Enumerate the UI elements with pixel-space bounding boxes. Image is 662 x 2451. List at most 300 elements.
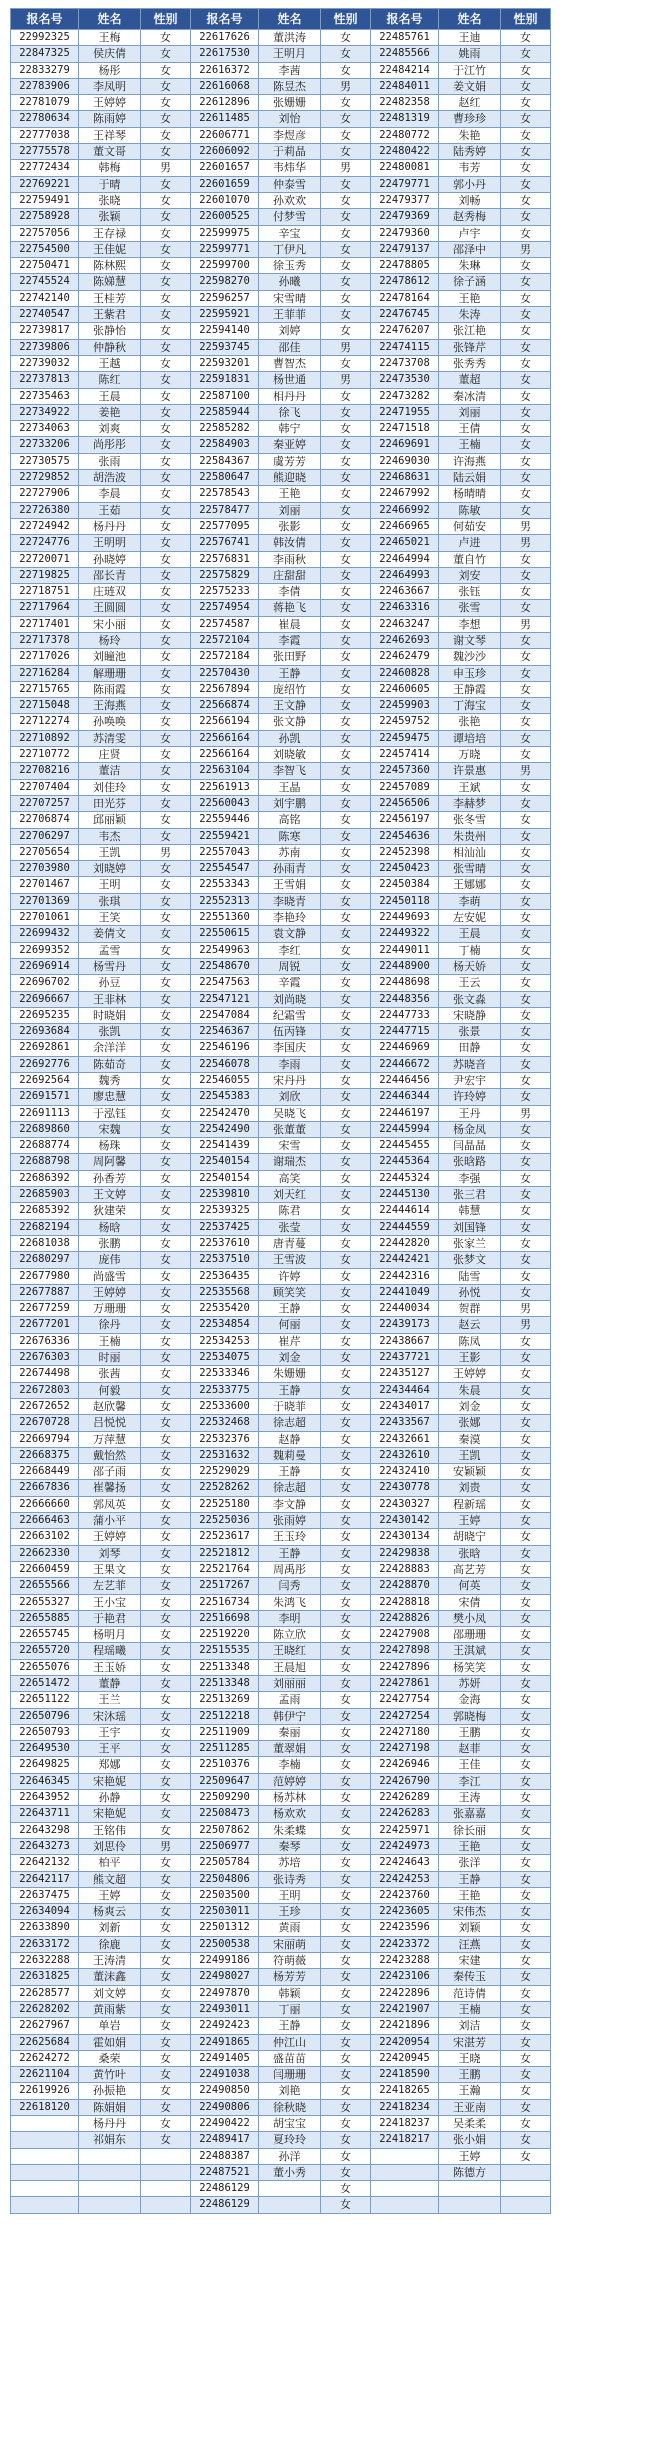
table-row xyxy=(11,372,551,388)
name-cell: 霍如娟 xyxy=(79,2034,141,2050)
gender-cell: 女 xyxy=(501,437,551,453)
name-cell: 王丹 xyxy=(439,1105,501,1121)
table-row xyxy=(11,1659,551,1675)
reg-no-cell: 22712274 xyxy=(11,714,79,730)
reg-no-cell: 22474115 xyxy=(371,339,439,355)
reg-no-cell: 22533775 xyxy=(191,1382,259,1398)
gender-cell: 女 xyxy=(501,942,551,958)
table-row xyxy=(11,681,551,697)
name-cell: 左艺菲 xyxy=(79,1578,141,1594)
name-cell: 黄雨 xyxy=(259,1920,321,1936)
reg-no-cell: 22655720 xyxy=(11,1643,79,1659)
name-cell: 刘晓敏 xyxy=(259,747,321,763)
reg-no-cell: 22847325 xyxy=(11,46,79,62)
table-row xyxy=(11,828,551,844)
name-cell xyxy=(79,2164,141,2180)
reg-no-cell: 22445364 xyxy=(371,1154,439,1170)
name-cell: 程瑶曦 xyxy=(79,1643,141,1659)
name-cell: 庄琏双 xyxy=(79,584,141,600)
reg-no-cell: 22506977 xyxy=(191,1838,259,1854)
gender-cell: 女 xyxy=(141,600,191,616)
gender-cell: 女 xyxy=(501,1561,551,1577)
gender-cell: 女 xyxy=(501,274,551,290)
reg-no-cell: 22625684 xyxy=(11,2034,79,2050)
gender-cell: 女 xyxy=(141,486,191,502)
reg-no-cell: 22445455 xyxy=(371,1138,439,1154)
reg-no-cell: 22529029 xyxy=(191,1464,259,1480)
reg-no-cell xyxy=(11,2197,79,2213)
name-cell: 余洋洋 xyxy=(79,1040,141,1056)
gender-cell: 女 xyxy=(141,2067,191,2083)
name-cell: 徐玉秀 xyxy=(259,258,321,274)
reg-no-cell: 22668375 xyxy=(11,1447,79,1463)
gender-cell: 女 xyxy=(501,1822,551,1838)
gender-cell: 女 xyxy=(321,730,371,746)
reg-no-cell: 22677980 xyxy=(11,1268,79,1284)
gender-cell: 男 xyxy=(501,763,551,779)
gender-cell: 女 xyxy=(501,2034,551,2050)
reg-no-cell: 22513348 xyxy=(191,1675,259,1691)
table-row xyxy=(11,1170,551,1186)
name-cell: 张艳 xyxy=(439,714,501,730)
name-cell: 刘宇鹏 xyxy=(259,795,321,811)
name-cell: 刘洁 xyxy=(439,2018,501,2034)
reg-no-cell: 22706874 xyxy=(11,812,79,828)
name-cell: 刘天红 xyxy=(259,1187,321,1203)
gender-cell: 女 xyxy=(141,1545,191,1561)
reg-no-cell xyxy=(11,2181,79,2197)
gender-cell: 女 xyxy=(501,1675,551,1691)
name-cell: 于晴 xyxy=(79,176,141,192)
name-cell: 李想 xyxy=(439,616,501,632)
name-cell: 宋伟杰 xyxy=(439,1904,501,1920)
reg-no-cell: 22425971 xyxy=(371,1822,439,1838)
name-cell: 孙振艳 xyxy=(79,2083,141,2099)
reg-no-cell: 22457414 xyxy=(371,747,439,763)
name-cell: 陈雨霞 xyxy=(79,681,141,697)
reg-no-cell: 22777038 xyxy=(11,127,79,143)
gender-cell: 女 xyxy=(501,1692,551,1708)
name-cell: 田光芬 xyxy=(79,795,141,811)
reg-no-cell: 22427896 xyxy=(371,1659,439,1675)
name-cell: 孙豆 xyxy=(79,975,141,991)
reg-no-cell: 22469691 xyxy=(371,437,439,453)
reg-no-cell: 22546055 xyxy=(191,1073,259,1089)
reg-no-cell: 22599700 xyxy=(191,258,259,274)
gender-cell: 女 xyxy=(501,372,551,388)
gender-cell: 女 xyxy=(141,828,191,844)
gender-cell: 女 xyxy=(321,421,371,437)
name-cell: 杨丹丹 xyxy=(79,518,141,534)
name-cell: 戴怡然 xyxy=(79,1447,141,1463)
gender-cell: 女 xyxy=(501,225,551,241)
gender-cell: 女 xyxy=(141,1464,191,1480)
reg-no-cell: 22570430 xyxy=(191,665,259,681)
gender-cell: 女 xyxy=(501,1040,551,1056)
reg-no-cell: 22428870 xyxy=(371,1578,439,1594)
gender-cell: 女 xyxy=(321,2083,371,2099)
gender-cell: 女 xyxy=(141,1790,191,1806)
gender-cell: 女 xyxy=(321,2164,371,2180)
reg-no-cell: 22739817 xyxy=(11,323,79,339)
name-cell: 张晗 xyxy=(439,1545,501,1561)
gender-cell: 女 xyxy=(501,1007,551,1023)
gender-cell: 女 xyxy=(501,1252,551,1268)
gender-cell: 男 xyxy=(141,160,191,176)
name-cell: 李雨 xyxy=(259,1056,321,1072)
gender-cell: 女 xyxy=(501,2083,551,2099)
reg-no-cell: 22554547 xyxy=(191,861,259,877)
name-cell: 杨金凤 xyxy=(439,1121,501,1137)
reg-no-cell: 22480772 xyxy=(371,127,439,143)
gender-cell: 女 xyxy=(141,46,191,62)
gender-cell: 女 xyxy=(501,714,551,730)
gender-cell: 女 xyxy=(141,1887,191,1903)
reg-no-cell: 22423760 xyxy=(371,1887,439,1903)
gender-cell: 女 xyxy=(501,2116,551,2132)
name-cell: 杨苏林 xyxy=(259,1790,321,1806)
name-cell: 樊小凤 xyxy=(439,1610,501,1626)
name-cell: 贺群 xyxy=(439,1301,501,1317)
table-row xyxy=(11,1317,551,1333)
gender-cell: 女 xyxy=(321,926,371,942)
name-cell: 纪霜雪 xyxy=(259,1007,321,1023)
gender-cell: 女 xyxy=(501,584,551,600)
gender-cell: 女 xyxy=(501,46,551,62)
reg-no-cell: 22509290 xyxy=(191,1790,259,1806)
reg-no-cell: 22781079 xyxy=(11,95,79,111)
gender-cell: 女 xyxy=(501,1024,551,1040)
reg-no-cell: 22440034 xyxy=(371,1301,439,1317)
reg-no-cell: 22485566 xyxy=(371,46,439,62)
gender-cell: 女 xyxy=(141,1219,191,1235)
name-cell: 赵云 xyxy=(439,1317,501,1333)
name-cell: 刘晓婷 xyxy=(79,861,141,877)
name-cell: 于泓钰 xyxy=(79,1105,141,1121)
name-cell: 王楠 xyxy=(439,2001,501,2017)
name-cell: 李晨 xyxy=(79,486,141,502)
table-row xyxy=(11,1366,551,1382)
reg-no-cell: 22480422 xyxy=(371,144,439,160)
gender-cell: 女 xyxy=(321,1382,371,1398)
reg-no-cell: 22478164 xyxy=(371,290,439,306)
gender-cell: 女 xyxy=(141,388,191,404)
name-cell: 张景 xyxy=(439,1024,501,1040)
reg-no-cell: 22473530 xyxy=(371,372,439,388)
reg-no-cell: 22669794 xyxy=(11,1431,79,1447)
table-row xyxy=(11,665,551,681)
gender-cell: 女 xyxy=(321,1415,371,1431)
name-cell: 虞芳芳 xyxy=(259,453,321,469)
gender-cell: 女 xyxy=(501,1235,551,1251)
name-cell: 陈娣慧 xyxy=(79,274,141,290)
gender-cell: 女 xyxy=(501,1284,551,1300)
gender-cell: 女 xyxy=(321,649,371,665)
name-cell: 万珊珊 xyxy=(79,1301,141,1317)
reg-no-cell: 22449322 xyxy=(371,926,439,942)
reg-no-cell: 22534075 xyxy=(191,1350,259,1366)
name-cell: 辛霞 xyxy=(259,975,321,991)
name-cell: 杨珠 xyxy=(79,1138,141,1154)
table-row xyxy=(11,1187,551,1203)
reg-no-cell: 22646345 xyxy=(11,1773,79,1789)
gender-cell: 女 xyxy=(501,1545,551,1561)
gender-cell: 女 xyxy=(141,1187,191,1203)
name-cell: 赵欣馨 xyxy=(79,1398,141,1414)
name-cell: 杨晴晴 xyxy=(439,486,501,502)
reg-no-cell: 22593201 xyxy=(191,355,259,371)
reg-no-cell xyxy=(371,2197,439,2213)
gender-cell: 女 xyxy=(321,1741,371,1757)
reg-no-cell: 22699352 xyxy=(11,942,79,958)
reg-no-cell: 22546367 xyxy=(191,1024,259,1040)
gender-cell: 女 xyxy=(501,2001,551,2017)
name-cell: 杨晗 xyxy=(79,1219,141,1235)
reg-no-cell: 22621104 xyxy=(11,2067,79,2083)
gender-cell: 女 xyxy=(501,1838,551,1854)
table-row xyxy=(11,95,551,111)
reg-no-cell: 22676336 xyxy=(11,1333,79,1349)
name-cell: 李红 xyxy=(259,942,321,958)
gender-cell: 女 xyxy=(501,388,551,404)
name-cell: 高铭 xyxy=(259,812,321,828)
reg-no-cell: 22505784 xyxy=(191,1855,259,1871)
name-cell: 王存禄 xyxy=(79,225,141,241)
name-cell: 顾笑笑 xyxy=(259,1284,321,1300)
gender-cell: 女 xyxy=(501,144,551,160)
name-cell: 王鹏 xyxy=(439,1724,501,1740)
reg-no-cell: 22672652 xyxy=(11,1398,79,1414)
gender-cell: 女 xyxy=(321,225,371,241)
gender-cell: 女 xyxy=(501,649,551,665)
reg-no-cell: 22552313 xyxy=(191,893,259,909)
reg-no-cell: 22682194 xyxy=(11,1219,79,1235)
reg-no-cell: 22696914 xyxy=(11,958,79,974)
name-cell: 李霞 xyxy=(259,632,321,648)
gender-cell: 女 xyxy=(321,2197,371,2213)
gender-cell: 女 xyxy=(501,1187,551,1203)
gender-cell: 女 xyxy=(321,192,371,208)
table-row xyxy=(11,2181,551,2197)
gender-cell: 女 xyxy=(141,1561,191,1577)
reg-no-cell: 22437721 xyxy=(371,1350,439,1366)
reg-no-cell: 22442820 xyxy=(371,1235,439,1251)
reg-no-cell xyxy=(371,2148,439,2164)
table-row xyxy=(11,1073,551,1089)
reg-no-cell: 22427898 xyxy=(371,1643,439,1659)
gender-cell: 女 xyxy=(501,1203,551,1219)
name-cell: 何英 xyxy=(439,1578,501,1594)
gender-cell: 女 xyxy=(321,1089,371,1105)
table-row xyxy=(11,1790,551,1806)
reg-no-cell: 22430778 xyxy=(371,1480,439,1496)
table-row xyxy=(11,192,551,208)
table-row xyxy=(11,1056,551,1072)
name-cell: 刘安 xyxy=(439,567,501,583)
reg-no-cell: 22567894 xyxy=(191,681,259,697)
name-cell: 尚盛雪 xyxy=(79,1268,141,1284)
gender-cell: 女 xyxy=(321,1692,371,1708)
gender-cell: 女 xyxy=(501,111,551,127)
table-row xyxy=(11,2034,551,2050)
table-row xyxy=(11,1969,551,1985)
name-cell: 高笑 xyxy=(259,1170,321,1186)
reg-no-cell: 22616068 xyxy=(191,78,259,94)
name-cell: 刘思伶 xyxy=(79,1838,141,1854)
reg-no-cell: 22537510 xyxy=(191,1252,259,1268)
gender-cell: 女 xyxy=(141,1431,191,1447)
gender-cell: 女 xyxy=(321,1235,371,1251)
reg-no-cell: 22512218 xyxy=(191,1708,259,1724)
table-row xyxy=(11,1252,551,1268)
reg-no-cell: 22677887 xyxy=(11,1284,79,1300)
reg-no-cell: 22708216 xyxy=(11,763,79,779)
reg-no-cell: 22633890 xyxy=(11,1920,79,1936)
reg-no-cell: 22434464 xyxy=(371,1382,439,1398)
gender-cell: 女 xyxy=(141,877,191,893)
name-cell: 仲静秋 xyxy=(79,339,141,355)
name-cell: 辛宝 xyxy=(259,225,321,241)
table-row xyxy=(11,1040,551,1056)
name-cell: 王婷婷 xyxy=(79,1284,141,1300)
reg-no-cell: 22663102 xyxy=(11,1529,79,1545)
gender-cell: 女 xyxy=(321,1056,371,1072)
name-cell: 宋倩 xyxy=(439,1594,501,1610)
reg-no-cell: 22528262 xyxy=(191,1480,259,1496)
gender-cell: 女 xyxy=(141,1121,191,1137)
name-cell: 王小宝 xyxy=(79,1594,141,1610)
name-cell: 王佳妮 xyxy=(79,241,141,257)
gender-cell: 女 xyxy=(501,1382,551,1398)
name-cell: 夏玲玲 xyxy=(259,2132,321,2148)
reg-no-cell: 22696667 xyxy=(11,991,79,1007)
reg-no-cell: 22601659 xyxy=(191,176,259,192)
name-cell: 李茜 xyxy=(259,62,321,78)
gender-cell: 女 xyxy=(141,942,191,958)
gender-cell: 女 xyxy=(141,926,191,942)
gender-cell: 女 xyxy=(141,1317,191,1333)
name-cell: 唐青蔓 xyxy=(259,1235,321,1251)
name-cell: 伍丙锋 xyxy=(259,1024,321,1040)
reg-no-cell: 22459475 xyxy=(371,730,439,746)
reg-no-cell: 22670728 xyxy=(11,1415,79,1431)
gender-cell: 女 xyxy=(321,1170,371,1186)
reg-no-cell: 22549963 xyxy=(191,942,259,958)
gender-cell: 女 xyxy=(321,567,371,583)
reg-no-cell: 22566164 xyxy=(191,747,259,763)
table-row xyxy=(11,910,551,926)
name-cell: 谭培培 xyxy=(439,730,501,746)
name-cell: 孙晓婷 xyxy=(79,551,141,567)
table-row xyxy=(11,144,551,160)
name-cell: 朱柔蝶 xyxy=(259,1822,321,1838)
gender-cell: 女 xyxy=(141,730,191,746)
reg-no-cell: 22655745 xyxy=(11,1627,79,1643)
table-row xyxy=(11,404,551,420)
reg-no-cell: 22759491 xyxy=(11,192,79,208)
reg-no-cell: 22667836 xyxy=(11,1480,79,1496)
reg-no-cell: 22632288 xyxy=(11,1953,79,1969)
gender-cell: 女 xyxy=(321,600,371,616)
name-cell: 解珊珊 xyxy=(79,665,141,681)
reg-no-cell: 22459752 xyxy=(371,714,439,730)
gender-cell: 女 xyxy=(141,779,191,795)
reg-no-cell: 22649825 xyxy=(11,1757,79,1773)
gender-cell: 女 xyxy=(141,225,191,241)
reg-no-cell: 22430327 xyxy=(371,1496,439,1512)
gender-cell: 女 xyxy=(141,372,191,388)
reg-no-cell: 22480081 xyxy=(371,160,439,176)
name-cell: 陈敏 xyxy=(439,502,501,518)
gender-cell: 女 xyxy=(141,861,191,877)
name-cell: 张家兰 xyxy=(439,1235,501,1251)
reg-no-cell: 22717378 xyxy=(11,632,79,648)
reg-no-cell: 22487521 xyxy=(191,2164,259,2180)
gender-cell: 女 xyxy=(501,975,551,991)
name-cell xyxy=(79,2148,141,2164)
name-cell: 刘新 xyxy=(79,1920,141,1936)
reg-no-cell: 22426289 xyxy=(371,1790,439,1806)
table-row xyxy=(11,1447,551,1463)
name-cell: 王婷婷 xyxy=(79,1529,141,1545)
reg-no-cell: 22691113 xyxy=(11,1105,79,1121)
reg-no-cell: 22692776 xyxy=(11,1056,79,1072)
gender-cell: 女 xyxy=(141,1496,191,1512)
reg-no-cell: 22428883 xyxy=(371,1561,439,1577)
reg-no-cell: 22627967 xyxy=(11,2018,79,2034)
table-row xyxy=(11,78,551,94)
name-cell: 王果文 xyxy=(79,1561,141,1577)
gender-cell: 女 xyxy=(501,1154,551,1170)
gender-cell: 女 xyxy=(501,1806,551,1822)
gender-cell: 女 xyxy=(501,1350,551,1366)
gender-cell: 女 xyxy=(321,2116,371,2132)
name-cell: 范诗倩 xyxy=(439,1985,501,2001)
name-cell: 杨丹丹 xyxy=(79,2116,141,2132)
reg-no-cell: 22598270 xyxy=(191,274,259,290)
reg-no-cell: 22442421 xyxy=(371,1252,439,1268)
table-row xyxy=(11,46,551,62)
gender-cell: 女 xyxy=(321,1643,371,1659)
gender-cell: 女 xyxy=(321,209,371,225)
name-cell: 王静霞 xyxy=(439,681,501,697)
gender-cell: 女 xyxy=(321,2099,371,2115)
name-cell: 李晓青 xyxy=(259,893,321,909)
gender-cell: 女 xyxy=(321,1545,371,1561)
table-row xyxy=(11,1724,551,1740)
name-cell: 王非林 xyxy=(79,991,141,1007)
table-row xyxy=(11,2197,551,2213)
gender-cell: 女 xyxy=(501,1480,551,1496)
gender-cell: 女 xyxy=(501,1415,551,1431)
reg-no-cell: 22535420 xyxy=(191,1301,259,1317)
gender-cell: 女 xyxy=(501,1969,551,1985)
gender-cell: 女 xyxy=(501,1953,551,1969)
table-row xyxy=(11,421,551,437)
reg-no-cell: 22628202 xyxy=(11,2001,79,2017)
table-row xyxy=(11,1398,551,1414)
gender-cell: 女 xyxy=(501,95,551,111)
reg-no-cell: 22446344 xyxy=(371,1089,439,1105)
gender-cell: 女 xyxy=(501,2067,551,2083)
reg-no-cell: 22486129 xyxy=(191,2197,259,2213)
name-cell: 赵菲 xyxy=(439,1741,501,1757)
name-cell: 张田野 xyxy=(259,649,321,665)
name-cell: 王倩 xyxy=(439,421,501,437)
name-cell: 蒋艳飞 xyxy=(259,600,321,616)
reg-no-cell: 22783906 xyxy=(11,78,79,94)
name-cell: 董沫鑫 xyxy=(79,1969,141,1985)
